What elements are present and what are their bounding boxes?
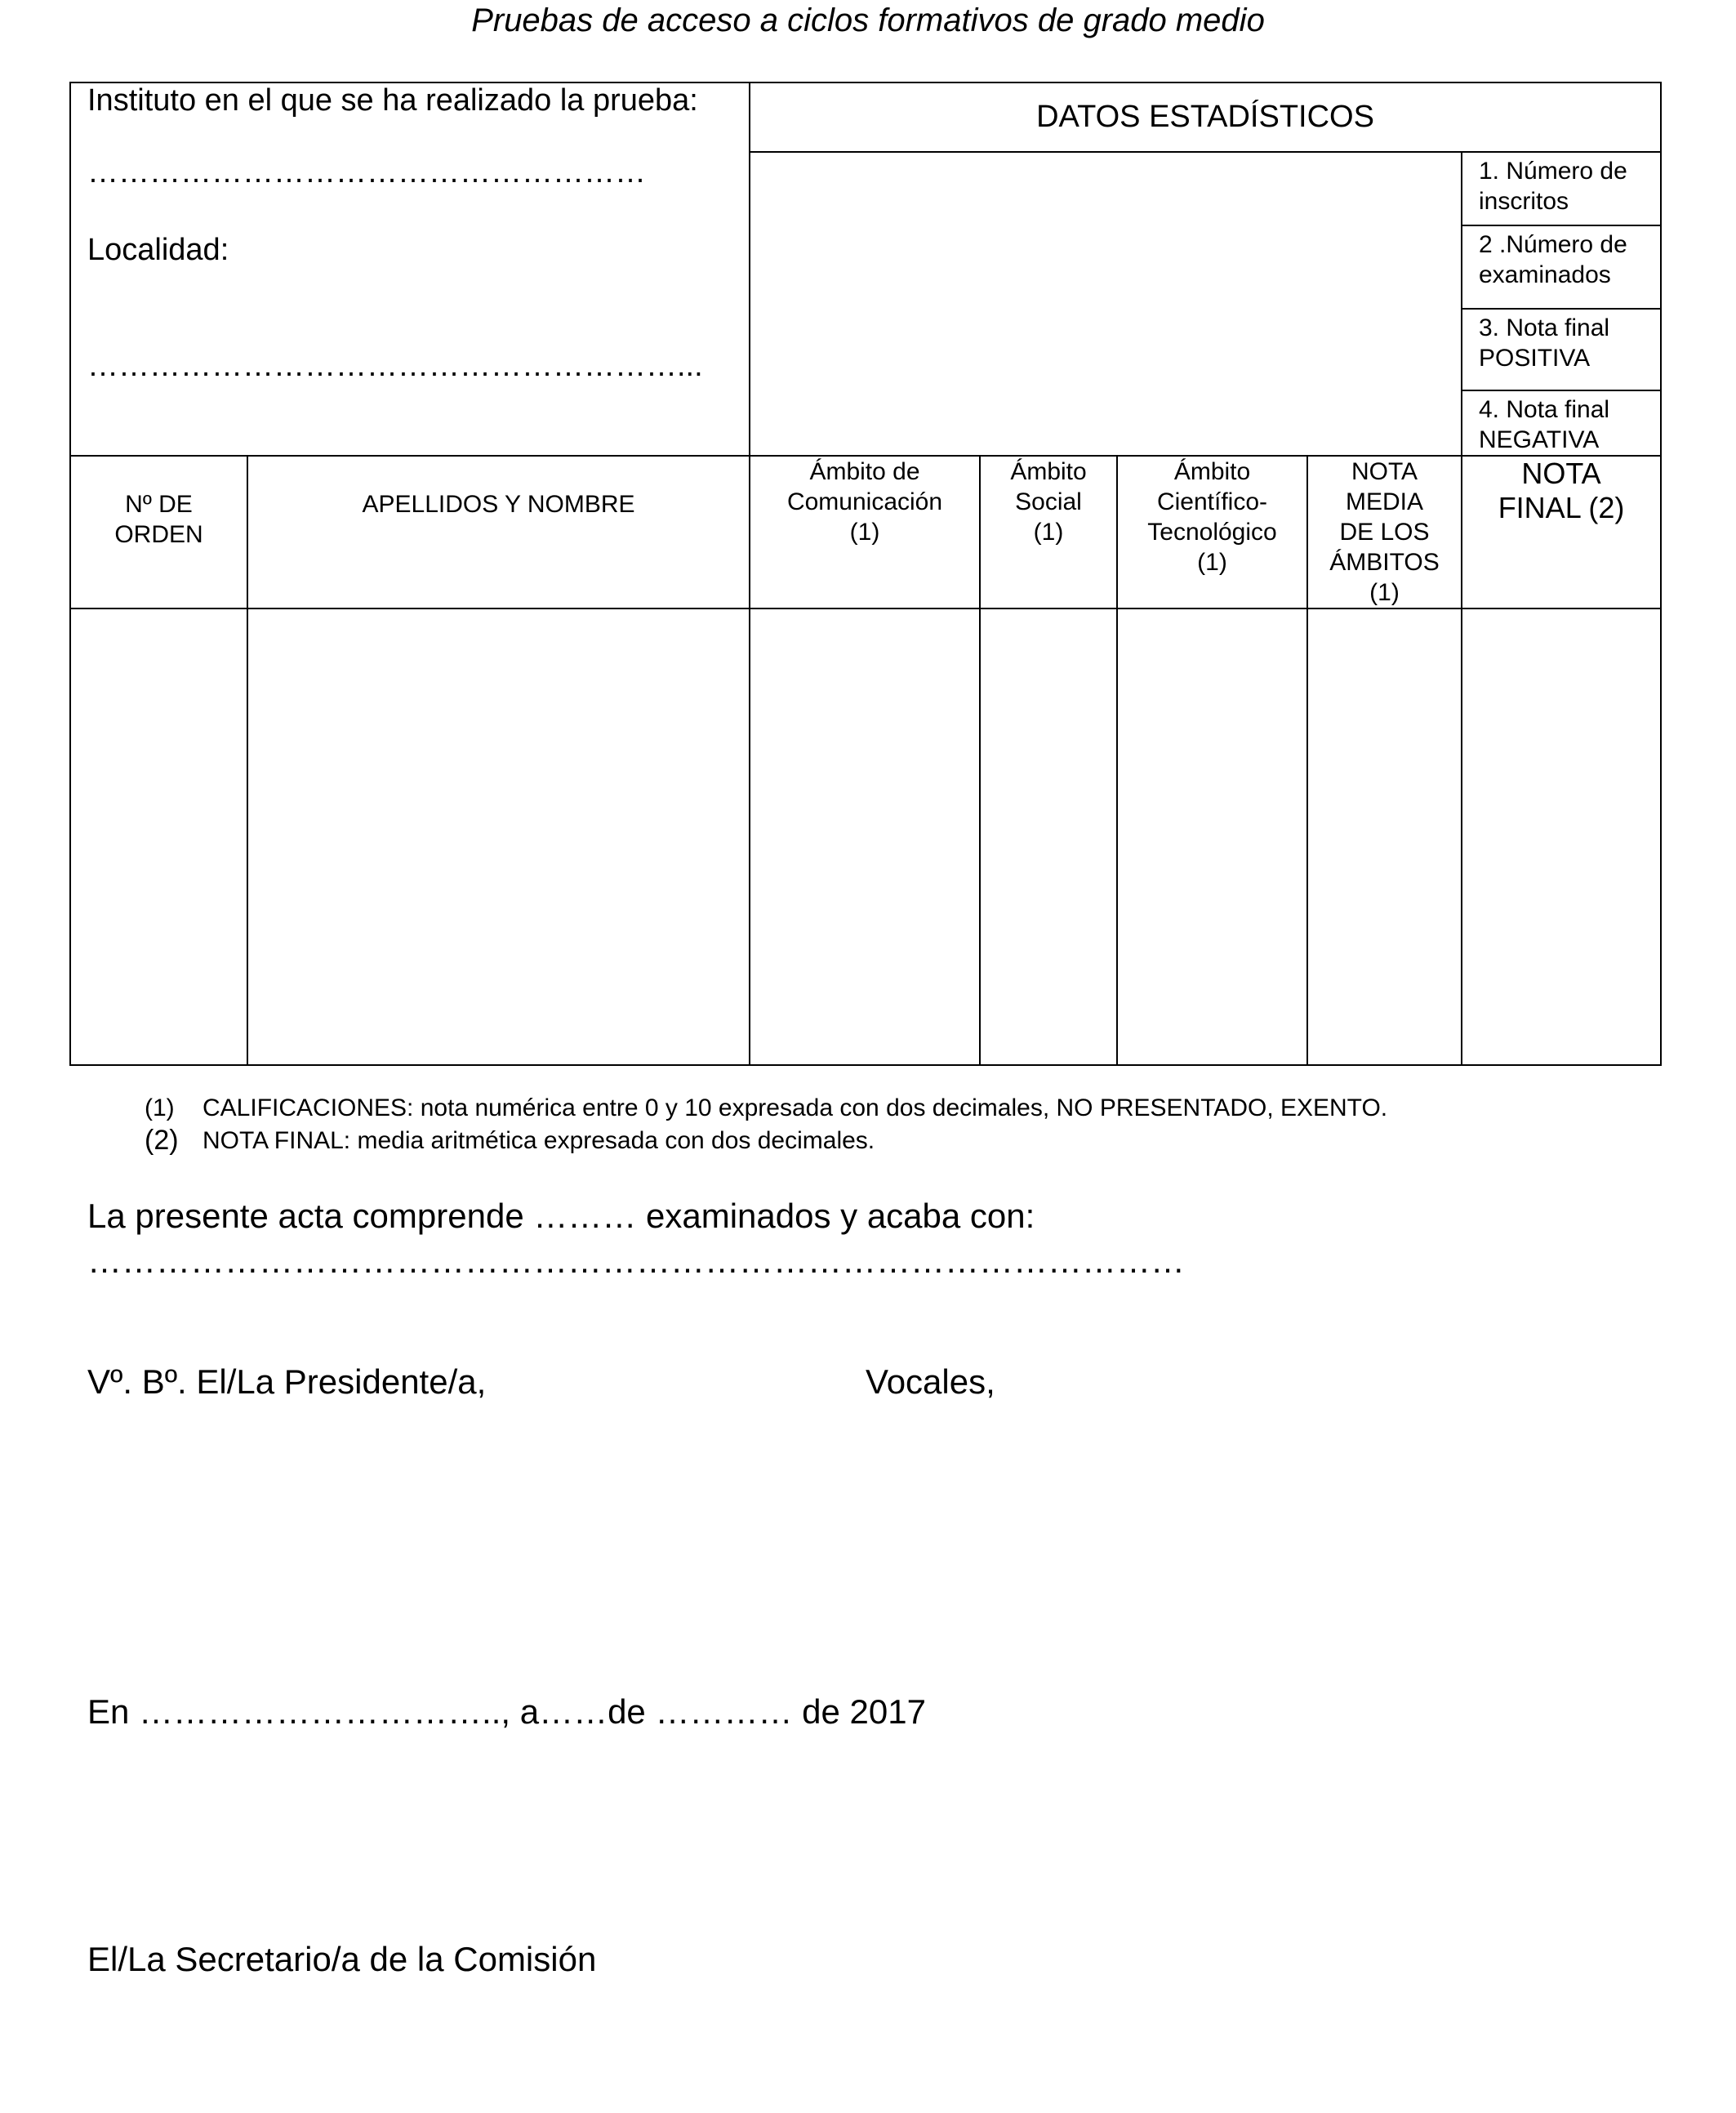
instituto-dots: ………………………………………………	[87, 155, 646, 189]
cell-nota-media[interactable]	[1307, 608, 1462, 1065]
footnote-1-number: (1)	[145, 1094, 175, 1121]
vocales-label: Vocales,	[866, 1362, 995, 1401]
acta-dots-line: ……………………………………………………………………………………	[87, 1241, 1185, 1280]
cell-comunicacion[interactable]	[750, 608, 980, 1065]
datos-estadisticos-area	[750, 152, 1462, 456]
cell-nota-final[interactable]	[1462, 608, 1661, 1065]
acta-summary-line: La presente acta comprende ……… examinados y acaba con:	[87, 1197, 1035, 1235]
col-header-social: Ámbito Social (1)	[980, 456, 1117, 608]
footnote-2-text: NOTA FINAL: media aritmética expresada con dos decimales.	[203, 1127, 875, 1154]
footnote-2-number: (2)	[145, 1125, 179, 1156]
col-header-nombre: APELLIDOS Y NOMBRE	[247, 456, 750, 608]
footnote-1-text: CALIFICACIONES: nota numérica entre 0 y 10 expresada con dos decimales, NO PRESENTADO, EXENTO.	[203, 1094, 1388, 1121]
acta-table	[69, 82, 1662, 1066]
cell-social[interactable]	[980, 608, 1117, 1065]
instituto-cell[interactable]	[70, 82, 750, 456]
vobo-presidente-label: Vº. Bº. El/La Presidente/a,	[87, 1362, 487, 1401]
col-header-orden: Nº DE ORDEN	[70, 456, 247, 608]
stat-examinados: 2 .Número de examinados	[1462, 225, 1661, 309]
document-title: Pruebas de acceso a ciclos formativos de grado medio	[471, 2, 1265, 38]
cell-cientifico[interactable]	[1117, 608, 1307, 1065]
col-header-nota-final: NOTA FINAL (2)	[1462, 456, 1661, 608]
cell-nombre[interactable]	[247, 608, 750, 1065]
instituto-label: Instituto en el que se ha realizado la prueba:	[87, 83, 698, 118]
stat-positiva: 3. Nota final POSITIVA	[1462, 309, 1661, 390]
secretario-label: El/La Secretario/a de la Comisión	[87, 1940, 597, 1978]
col-header-cientifico: Ámbito Científico- Tecnológico (1)	[1117, 456, 1307, 608]
date-place-line: En ………………………….., a……de ………… de 2017	[87, 1692, 926, 1731]
col-header-comunicacion: Ámbito de Comunicación (1)	[750, 456, 980, 608]
localidad-dots: …………………………………………………...	[87, 349, 703, 383]
stat-negativa: 4. Nota final NEGATIVA	[1462, 390, 1661, 456]
stat-inscritos: 1. Número de inscritos	[1462, 152, 1661, 225]
localidad-label: Localidad:	[87, 233, 229, 267]
cell-orden[interactable]	[70, 608, 247, 1065]
datos-estadisticos-title: DATOS ESTADÍSTICOS	[750, 82, 1661, 152]
col-header-nota-media: NOTA MEDIA DE LOS ÁMBITOS (1)	[1307, 456, 1462, 608]
